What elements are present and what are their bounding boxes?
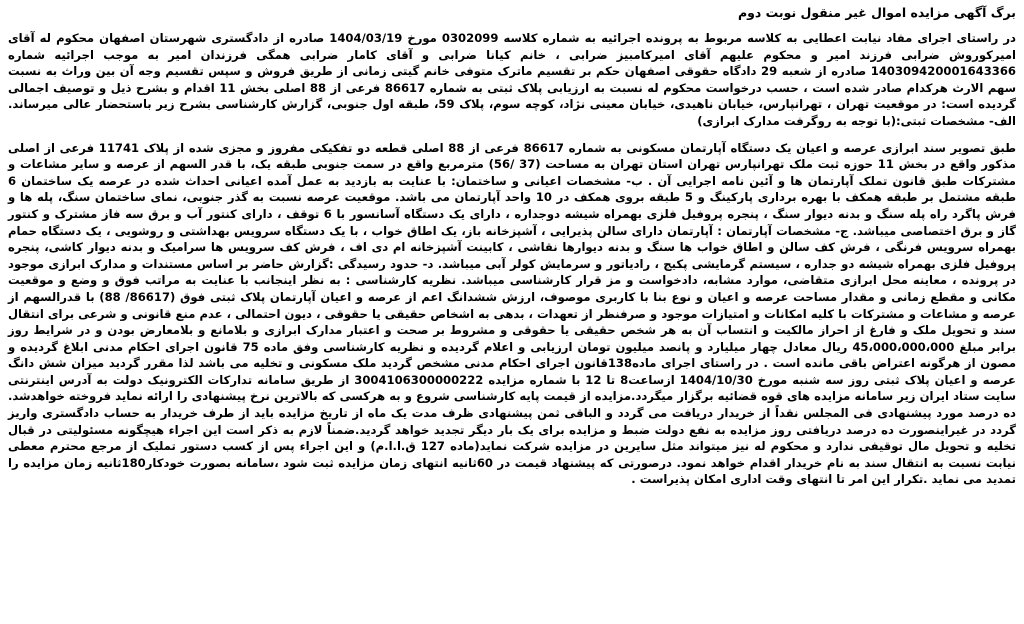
notice-title: برگ آگهی مزایده اموال غیر منقول نوبت دوم [737,5,1016,20]
notice-paragraph-details: طبق تصویر سند ابرازی عرصه و اعیان یک دستگاه آپارتمان مسکونی به شماره 86617 فرعی از 88 اصلی قطعه دو تفکیکی مفروز و مجزی شده از پلاک 11741 فرعی از اصلی مذکور واقع در بخش 11 حوزه ثبت ملک تهرانپارس تهران استان تهران به مساحت (37 /56) مترمربع واقع در سمت جنوبی طبقه یک، با قدر السهم از عرصه و سایر مشاعات و مشترکات طبق قانون تملک آپارتمان ها و آئین نامه اجرایی آن . ب- مشخصات اعیانی و ساختمان: با عنایت به بازدید به عمل آمده اعیانی احداث شده در عرصه یک ساختمان 6 طبقه مشتمل بر طبقه همکف با بهره برداری پارکینگ و 5 طبقه بروی همکف در 10 واحد آپارتمان می باشد. موقعیت عرصه نسبت به گذر جنوبی، نمای ساختمان سنگ، پله ها و فرش پاگرد راه پله سنگ و بدنه دیوار سنگ ، پنجره پروفیل فلزی بهمراه شیشه دوجداره ، دارای یک دستگاه آسانسور با 6 توقف ، دارای کنتور آب و برق سه فاز مشترک و کنتور گاز و برق اختصاصی میباشد. ج- مشخصات آپارتمان : آپارتمان دارای سالن پذیرایی ، آشپزخانه باز، یک اطاق خواب ، با یک دستگاه سرویس بهداشتی و روشویی ، یک دستگاه حمام بهمراه سرویس فرنگی ، فرش کف سالن و اطاق خواب ها سنگ و بدنه دیوارها نقاشی ، کابینت آشپزخانه ام دی اف ، فرش کف سرویس ها سرامیک و بدنه دیوار کاشی، پنجره پروفیل فلزی بهمراه شیشه دو جداره ، سیستم گرمایشی پکیج ، رادیاتور و سرمایش کولر آبی میباشد. د- حدود رسیدگی :گزارش حاضر بر اساس مستندات و مدارک ابرازی موجود در پرونده ، معاینه محل ابرازی متقاضی، موارد مشابه، دادخواست و مز قرار کارشناسی میباشد. نظریه کارشناسی : به نظر اینجانب با عنایت به مراتب فوق و وضع و موقعیت مکانی و مقطع زمانی و مقدار مساحت عرصه و اعیان و نوع بنا با کاربری موصوف، ارزش ششدانگ اعم از عرصه و اعیان آپارتمان پلاک ثبتی فوق (86617/ 88) با قدرالسهم از عرصه و مشاعات و مشترکات با کلیه امکانات و امتیازات موجود و صرفنظر از تعهدات ، بدهی به اشخاص حقیقی یا حقوقی ، دیون احتمالی ، عدم منع قانونی و شرعی برای انتقال سند و تحویل ملک و فارغ از احراز مالکیت و انتساب آن به هر شخص حقیقی یا حقوقی و مشروط بر صحت و اعتبار مدارک ابرازی و بلامانع و بلامعارض بودن و در شرایط روز برابر مبلغ 45،000،000،000 ریال معادل چهار میلیارد و پانصد میلیون تومان ارزیابی و اعلام گردیده و نظریه کارشناسی وفق ماده 75 قانون اجرای احکام مدنی ابلاغ گردیده و مصون از هرگونه اعتراض باقی مانده است . در راستای اجرای ماده138قانون اجرای احکام مدنی مشخص گردید ملک مسکونی و تخلیه می باشد لذا مقرر گردید میزان شش دانگ عرصه و اعیان پلاک ثبتی روز سه شنبه مورخ 1404/10/30 ازساعت8 تا 12 با شماره مزایده 3004106300000222 از طریق سامانه تدارکات الکترونیک دولت به آدرس اینترنتی سایت ستاد ایران زیر سامانه مزایده های قوه قضائیه برگزار میگردد.مزایده از قیمت پایه کارشناسی شروع و به هرکسی که بالاترین نرخ پیشنهادی را ارائه نماید فروخته خواهدشد. ده درصد مورد پیشنهادی فی المجلس نقداً از خریدار دریافت می گردد و الباقی ثمن پیشنهادی ظرف مدت یک ماه از تاریخ مزایده باید از طرف خریدار به حساب دادگستری واریز گردد در غیراینصورت ده درصد دریافتی روز مزایده به نفع دولت ضبط و مزایده برای یک بار دیگر تجدید خواهد گردید.ضمناً لازم به ذکر است این اجراء هیچگونه مسئولیتی در قبال تخلیه و تحویل مال توقیفی ندارد و محکوم له نیز میتواند مثل سایرین در مزایده شرکت نماید(ماده 127 ق.ا.ا.م) و این اجراء پس از کسب دستور تملیک از مرجع محترم معطی نیابت نسبت به انتقال سند به نام خریدار اقدام خواهد نمود. درصورتی که پیشنهاد قیمت در 60ثانیه انتهای زمان مزایده ثبت شود ،سامانه بصورت خودکار180ثانیه زمان مزایده را تمدید می نماید .تکرار این امر تا انتهای وقت اداری امکان پذیراست . [8,140,1017,487]
notice-paragraph-intro: در راستای اجرای مفاد نیابت اعطایی به کلاسه مربوط به پرونده اجرائیه به شماره کلاسه 0302099 مورخ 1404/03/19 صادره از دادگستری شهرستان اصفهان محکوم له آقای امیرکوروش ضرابی فرزند امیر و محکوم علیهم آقای امیرکامبیز ضرابی ، خانم کیانا ضرابی و آقای کامار ضرابی همگی فرزندان امیر به موجب اجرائیه شماره 140309420001643366 صادره از شعبه 29 دادگاه حقوقی اصفهان حکم بر تقسیم ماترک متوفی خانم گیتی زمانی از طریق فروش و سپس تقسیم وجه آن بین وراث به نسبت سهم الارث هرکدام صادر شده است ، حسب درخواست محکوم له نسبت به ارزیابی پلاک ثبتی به شماره 86617 فرعی از 88 اصلی بخش 11 اقدام و بشرح ذیل و توصیف اجمالی گردیده است: در موقعیت تهران ، تهرانپارس، خیابان ناهیدی، خیابان معینی نژاد، کوچه سوم، پلاک 59، طبقه اول جنوبی، گزارش کارشناسی بشرح زیر باستحضار عالی میرساند. الف- مشخصات ثبتی:(با توجه به روگرفت مدارک ابرازی) [8,31,1016,128]
